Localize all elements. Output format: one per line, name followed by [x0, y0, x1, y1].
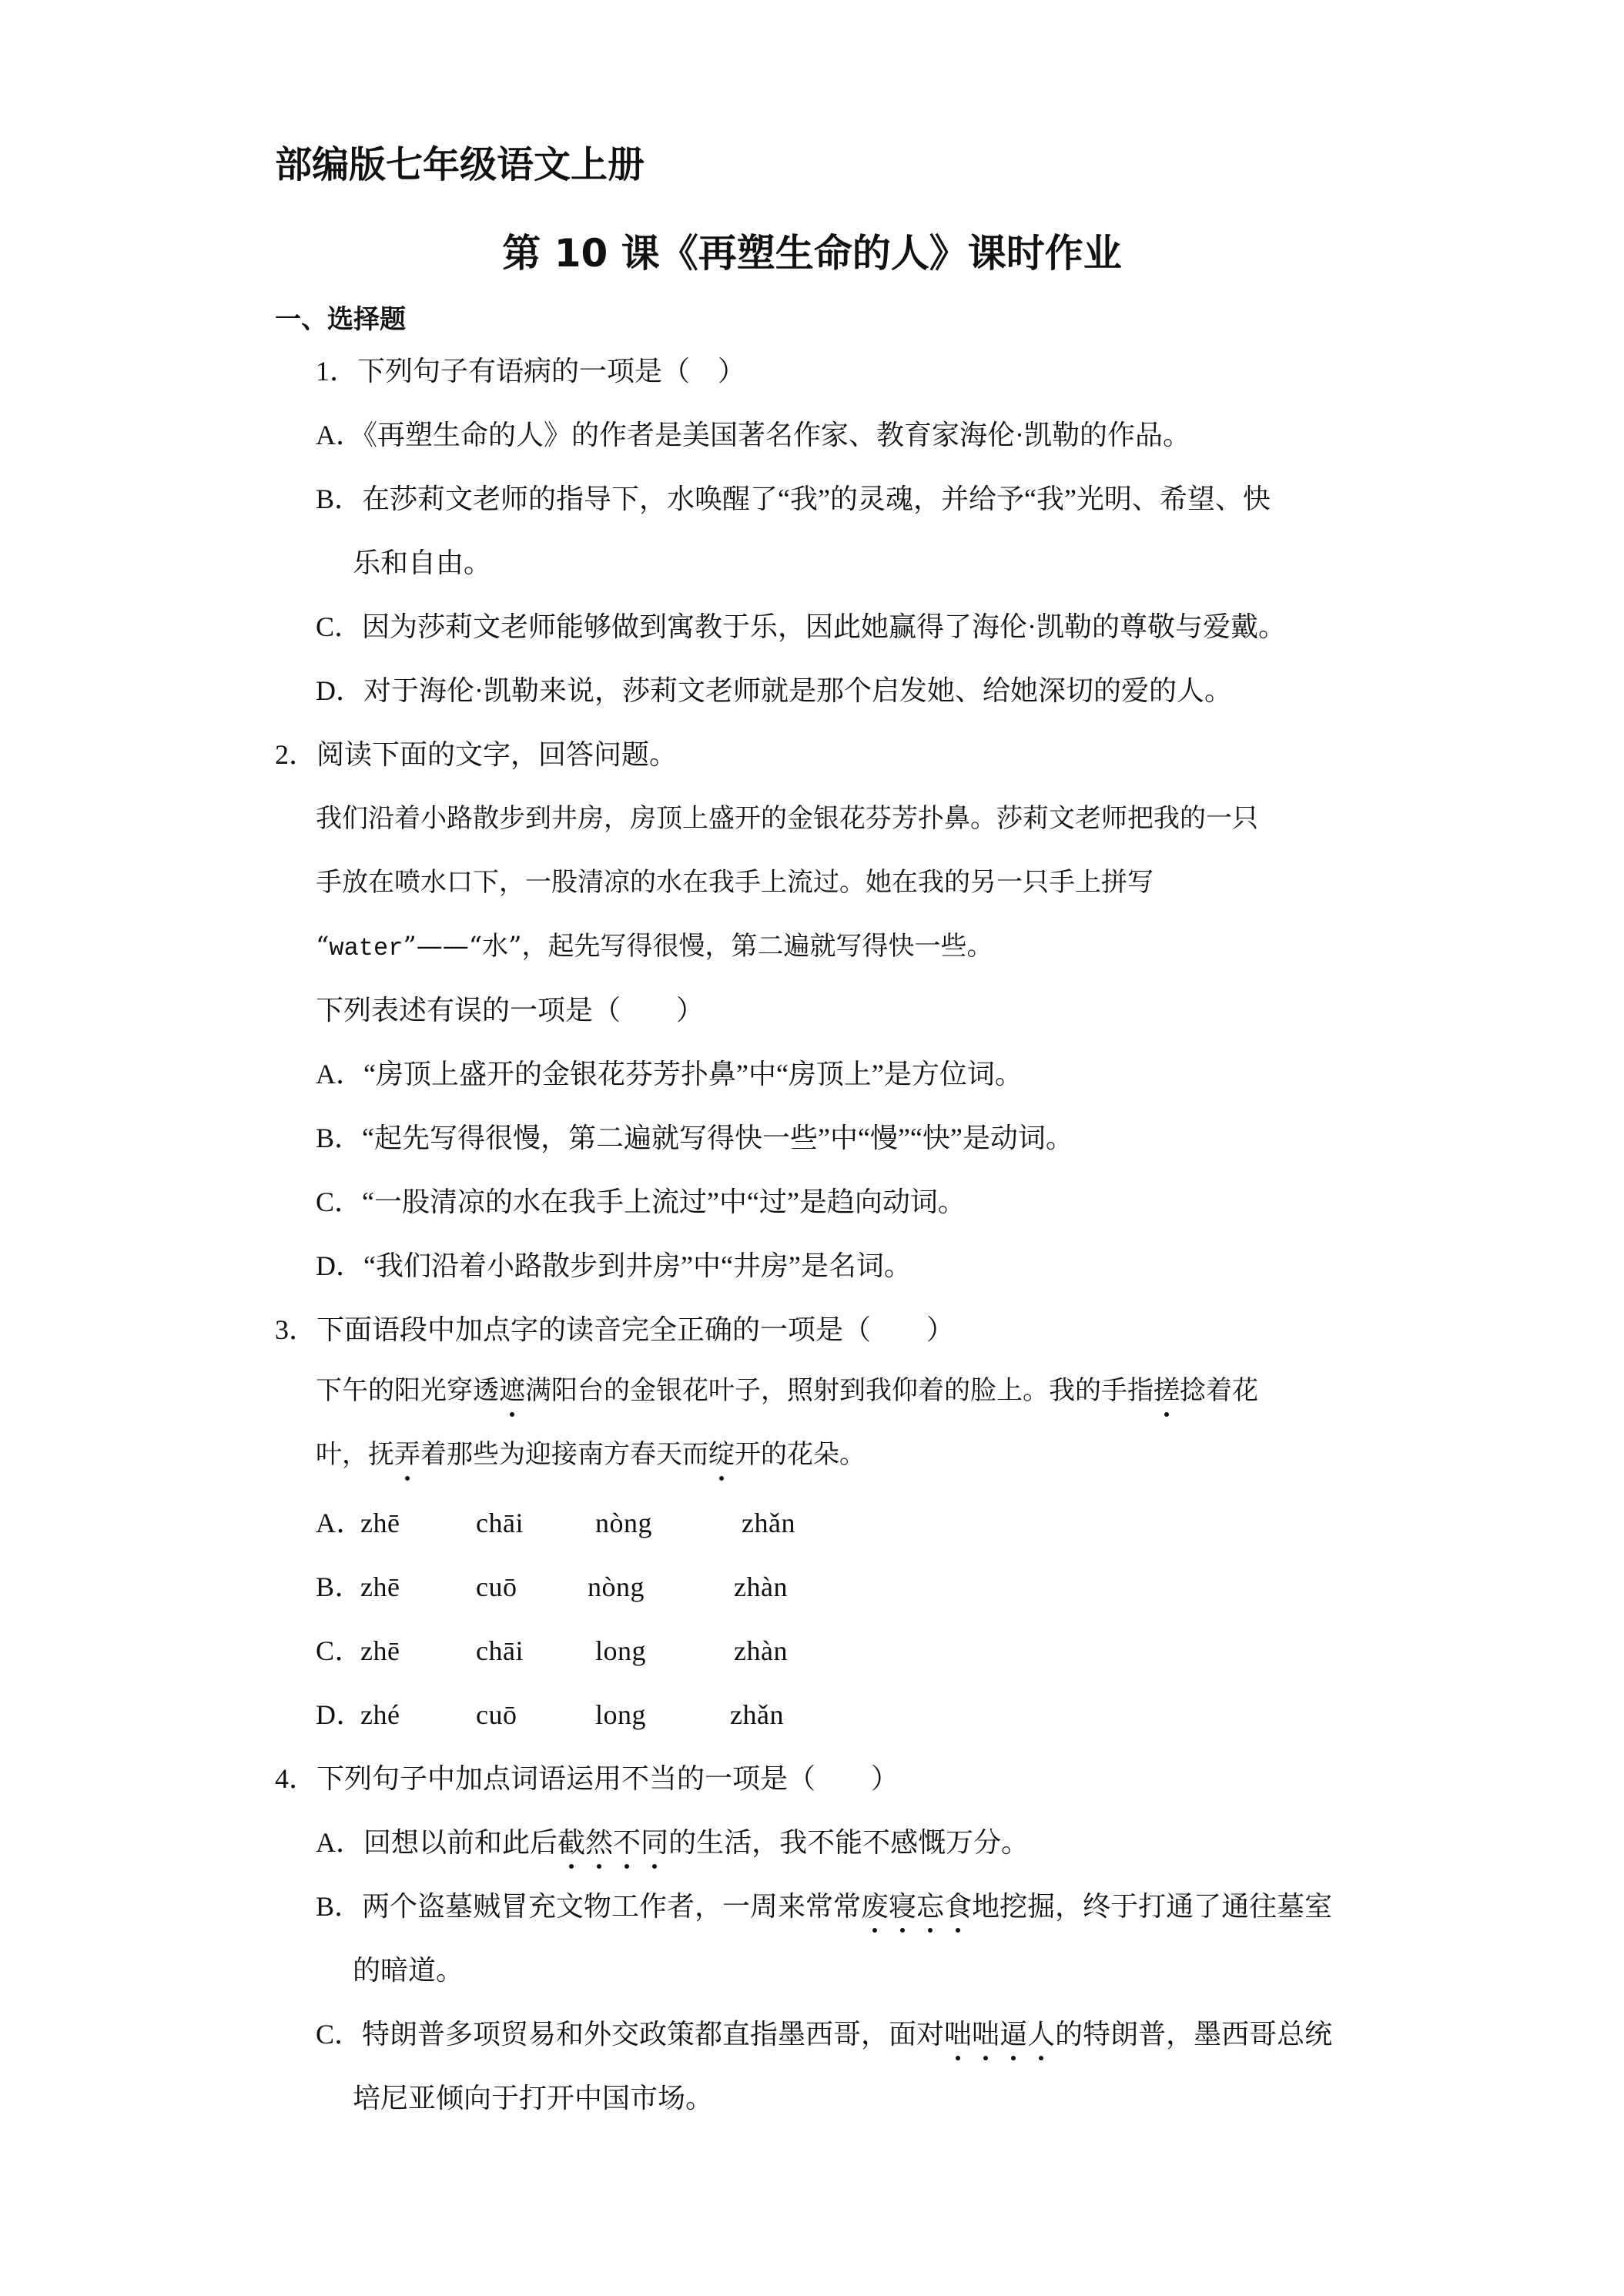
pinyin: zhē: [360, 1508, 400, 1538]
option-text: A．回想以前和此后: [316, 1827, 558, 1858]
pinyin: zhǎn: [742, 1508, 795, 1538]
option-label: D．: [316, 1699, 364, 1730]
dotted-char: 截: [558, 1824, 585, 1861]
section-heading: 一、选择题: [275, 304, 406, 335]
q3-passage-line2: [316, 1436, 866, 1473]
q3-option-c: [316, 1632, 788, 1669]
dotted-char: 不: [613, 1824, 641, 1861]
option-text: B．两个盗墓贼冒充文物工作者，一周来常常: [316, 1891, 862, 1922]
q3-passage-line1: [316, 1372, 1258, 1409]
q4-option-b-cont: 的暗道。: [353, 1955, 464, 1986]
option-label: C．: [316, 1635, 363, 1666]
passage-text: 叶，抚: [316, 1439, 394, 1470]
pinyin: zhàn: [734, 1635, 788, 1666]
dotted-char: 遮: [499, 1372, 525, 1409]
dotted-char: 逼: [1000, 2016, 1027, 2053]
q2-passage-line3: [316, 928, 993, 967]
q2-option-a: A．“房顶上盛开的金银花芬芳扑鼻”中“房顶上”是方位词。: [316, 1059, 1023, 1089]
q3-option-d: [316, 1696, 784, 1733]
q4-option-c-cont: 培尼亚倾向于打开中国市场。: [353, 2083, 714, 2114]
q4-stem: 4．下列句子中加点词语运用不当的一项是（ ）: [275, 1763, 899, 1794]
dotted-word: [861, 1891, 972, 1922]
dotted-char: 弄: [394, 1436, 420, 1473]
q2-option-b: B．“起先写得很慢，第二遍就写得快一些”中“慢”“快”是动词。: [316, 1123, 1073, 1153]
dotted-char: 忘: [916, 1888, 944, 1925]
english-word: water: [329, 934, 403, 962]
pinyin: zhé: [360, 1699, 400, 1730]
dotted-char: 同: [641, 1824, 668, 1861]
passage-text: 开的花朵。: [735, 1439, 866, 1470]
q2-sub-question: 下列表述有误的一项是（ ）: [316, 995, 705, 1026]
pinyin: long: [595, 1699, 647, 1730]
q2-option-d: D．“我们沿着小路散步到井房”中“井房”是名词。: [316, 1250, 912, 1281]
q1-option-b-cont: 乐和自由。: [353, 547, 492, 578]
quote-open: “: [316, 931, 330, 962]
q3-option-a: [316, 1504, 795, 1541]
q1-option-d: D．对于海伦·凯勒来说，莎莉文老师就是那个启发她、给她深切的爱的人。: [316, 675, 1232, 706]
dotted-word: [558, 1827, 668, 1858]
series-heading: 部编版七年级语文上册: [275, 143, 645, 186]
pinyin: zhǎn: [730, 1699, 784, 1730]
lesson-title: 第 10 课《再塑生命的人》课时作业: [502, 231, 1122, 276]
q4-option-c: [316, 2016, 1332, 2053]
pinyin: long: [595, 1635, 647, 1666]
pinyin: cuō: [476, 1699, 517, 1730]
q2-stem: 2．阅读下面的文字，回答问题。: [275, 739, 678, 770]
dotted-char: 搓: [1154, 1372, 1180, 1409]
q4-option-a: [316, 1824, 1029, 1861]
pinyin: chāi: [476, 1635, 524, 1666]
q1-option-b: B．在莎莉文老师的指导下，水唤醒了“我”的灵魂，并给予“我”光明、希望、快: [316, 484, 1271, 514]
dotted-char: 人: [1027, 2016, 1055, 2053]
q1-option-c: C．因为莎莉文老师能够做到寓教于乐，因此她赢得了海伦·凯勒的尊敬与爱戴。: [316, 611, 1287, 642]
passage-line3-rest: ”——“水”，起先写得很慢，第二遍就写得快一些。: [403, 931, 993, 962]
pinyin: chāi: [476, 1508, 524, 1538]
q2-option-c: C．“一股清凉的水在我手上流过”中“过”是趋向动词。: [316, 1186, 966, 1217]
dotted-char: 废: [861, 1888, 889, 1925]
pinyin: zhē: [360, 1635, 400, 1666]
dotted-char: 咄: [944, 2016, 972, 2053]
option-label: B．: [316, 1571, 363, 1602]
dotted-char: 然: [585, 1824, 613, 1861]
option-text: 地挖掘，终于打通了通往墓室: [972, 1891, 1333, 1922]
q1-stem: 1．下列句子有语病的一项是（ ）: [316, 356, 746, 387]
q3-stem: 3．下面语段中加点字的读音完全正确的一项是（ ）: [275, 1314, 955, 1345]
pinyin: zhē: [360, 1571, 400, 1602]
option-text: 的特朗普，墨西哥总统: [1055, 2019, 1333, 2050]
passage-text: 着那些为迎接南方春天而: [420, 1439, 708, 1470]
option-label: A．: [316, 1508, 364, 1538]
dotted-char: 绽: [708, 1436, 735, 1473]
q1-option-a: A．《再塑生命的人》的作者是美国著名作家、教育家海伦·凯勒的作品。: [316, 420, 1190, 450]
pinyin: zhàn: [734, 1571, 788, 1602]
passage-text: 捻着花: [1180, 1375, 1258, 1406]
q2-passage-line1: 我们沿着小路散步到井房，房顶上盛开的金银花芬芳扑鼻。莎莉文老师把我的一只: [316, 803, 1258, 834]
pinyin: cuō: [476, 1571, 517, 1602]
dotted-char: 寝: [889, 1888, 916, 1925]
pinyin: nòng: [588, 1571, 645, 1602]
q2-passage-line2: 手放在喷水口下，一股清凉的水在我手上流过。她在我的另一只手上拼写: [316, 867, 1154, 898]
option-text: 的生活，我不能不感慨万分。: [668, 1827, 1030, 1858]
passage-text: 下午的阳光穿透: [316, 1375, 499, 1406]
q3-option-b: [316, 1568, 788, 1605]
q4-option-b: [316, 1888, 1332, 1925]
passage-text: 满阳台的金银花叶子，照射到我仰着的脸上。我的手指: [525, 1375, 1154, 1406]
dotted-word: [944, 2019, 1055, 2050]
pinyin: nòng: [595, 1508, 652, 1538]
dotted-char: 咄: [972, 2016, 1000, 2053]
option-text: C．特朗普多项贸易和外交政策都直指墨西哥，面对: [316, 2019, 945, 2050]
dotted-char: 食: [944, 1888, 972, 1925]
